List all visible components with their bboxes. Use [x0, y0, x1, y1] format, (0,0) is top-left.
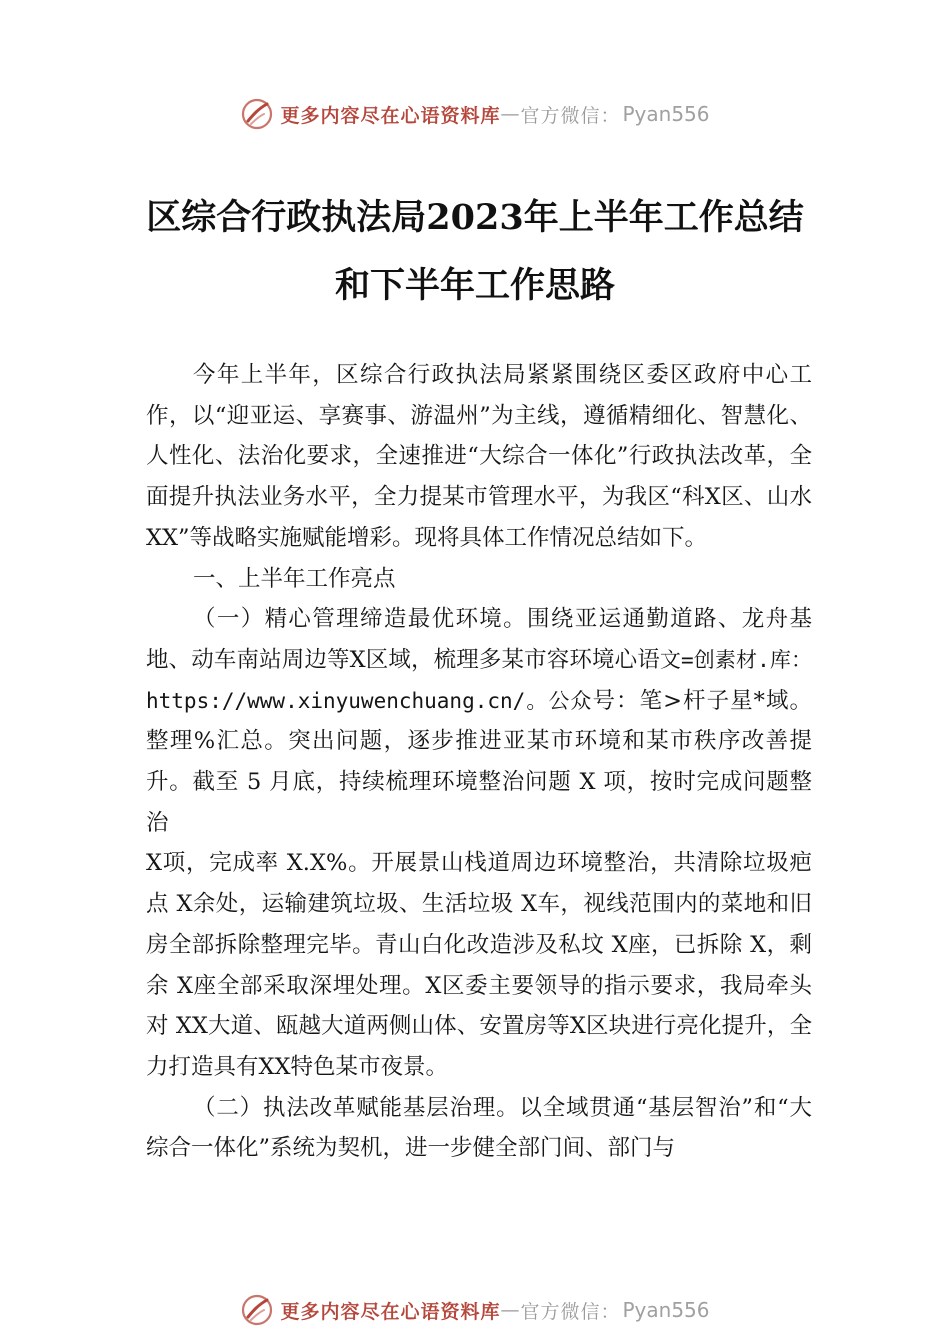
document-title-line-2: 和下半年工作思路 — [334, 265, 615, 306]
text-line: 文=创素材.库：https://www.xinyuwenchuang.cn/。公众 — [146, 647, 812, 713]
text-line: 龙舟基地、动车南站周边等X区域，梳理多某市容环境心语 — [146, 606, 812, 673]
text-line: 坟 X座，已拆除 X，剩余 X座全部采取深埋处理。X区委 — [146, 931, 812, 999]
brush-logo-icon — [240, 1293, 274, 1327]
header-banner — [0, 94, 950, 134]
document-title-line-1: 区综合行政执法局2023年上半年工作总结 — [146, 197, 804, 238]
subsection-1-paragraph — [146, 599, 812, 1087]
brush-logo-icon — [240, 97, 274, 131]
text-line: 心工作，以“迎亚运、享赛事、游温州”为主线，遵循精细化、 — [146, 362, 812, 429]
text-line: 政执法改革，全面提升执法业务水平，全力提某市管理水平， — [146, 443, 812, 511]
text-line: 工作情况总结如下。 — [504, 524, 708, 551]
banner-wechat-label: 官方微信： — [520, 1300, 621, 1323]
text-line: 市环境和某市秩序改善提升。截至 5 月底，持续梳理环境 — [146, 728, 812, 796]
footer-banner — [0, 1290, 950, 1330]
banner-wechat-id: Pyan556 — [622, 1298, 710, 1322]
text-line: 今年上半年，区综合行政执法局紧紧围绕区委区政府中 — [193, 362, 766, 388]
text-line: （二）执法改革赋能基层治理。以全域贯通“基层智治” — [193, 1094, 754, 1121]
text-line: 主要领导的指示要求，我局牵头对 XX大道、瓯越大道两侧 — [146, 972, 812, 1040]
text-line: 号：笔>杆子星*域。整理%汇总。突出问题，逐步推进亚某 — [146, 687, 812, 755]
document-body — [146, 355, 812, 1169]
banner-dash: — — [500, 103, 521, 125]
text-line: 围内的菜地和旧房全部拆除整理完毕。青山白化改造涉及私 — [146, 891, 812, 958]
banner-dash: — — [500, 1299, 521, 1321]
intro-paragraph — [146, 355, 812, 559]
text-line: 垃圾疤点 X余处，运输建筑垃圾、生活垃圾 X车，视线范 — [146, 850, 812, 918]
text-line: 智慧化、人性化、法治化要求，全速推进“大综合一体化”行 — [146, 402, 812, 470]
subsection-2-paragraph — [146, 1088, 812, 1169]
text-line: 色某市夜景。 — [313, 1053, 449, 1080]
section-heading: 一、上半年工作亮点 — [193, 565, 396, 592]
text-line: 和“大综合一体化”系统为契机，进一步健全部门间、部门与 — [146, 1094, 812, 1162]
text-line: （一）精心管理缔造最优环境。围绕亚运通勤道路、 — [193, 606, 742, 633]
banner-wechat-id: Pyan556 — [622, 102, 710, 126]
text-line: 整治问题 X 项，按时完成问题整治 — [146, 769, 812, 836]
banner-wechat-label: 官方微信： — [520, 104, 621, 127]
banner-library-text: 更多内容尽在心语资料库 — [280, 104, 501, 127]
text-line: 山体、安置房等X区块进行亮化提升，全力打造具有XX特 — [146, 1013, 812, 1080]
text-line: 为我区“科X区、山水 XX”等战略实施赋能增彩。现将具体 — [146, 484, 812, 551]
text-line: X项，完成率 X.X%。开展景山栈道周边环境整治，共清除 — [146, 850, 744, 877]
banner-library-text: 更多内容尽在心语资料库 — [280, 1300, 501, 1323]
